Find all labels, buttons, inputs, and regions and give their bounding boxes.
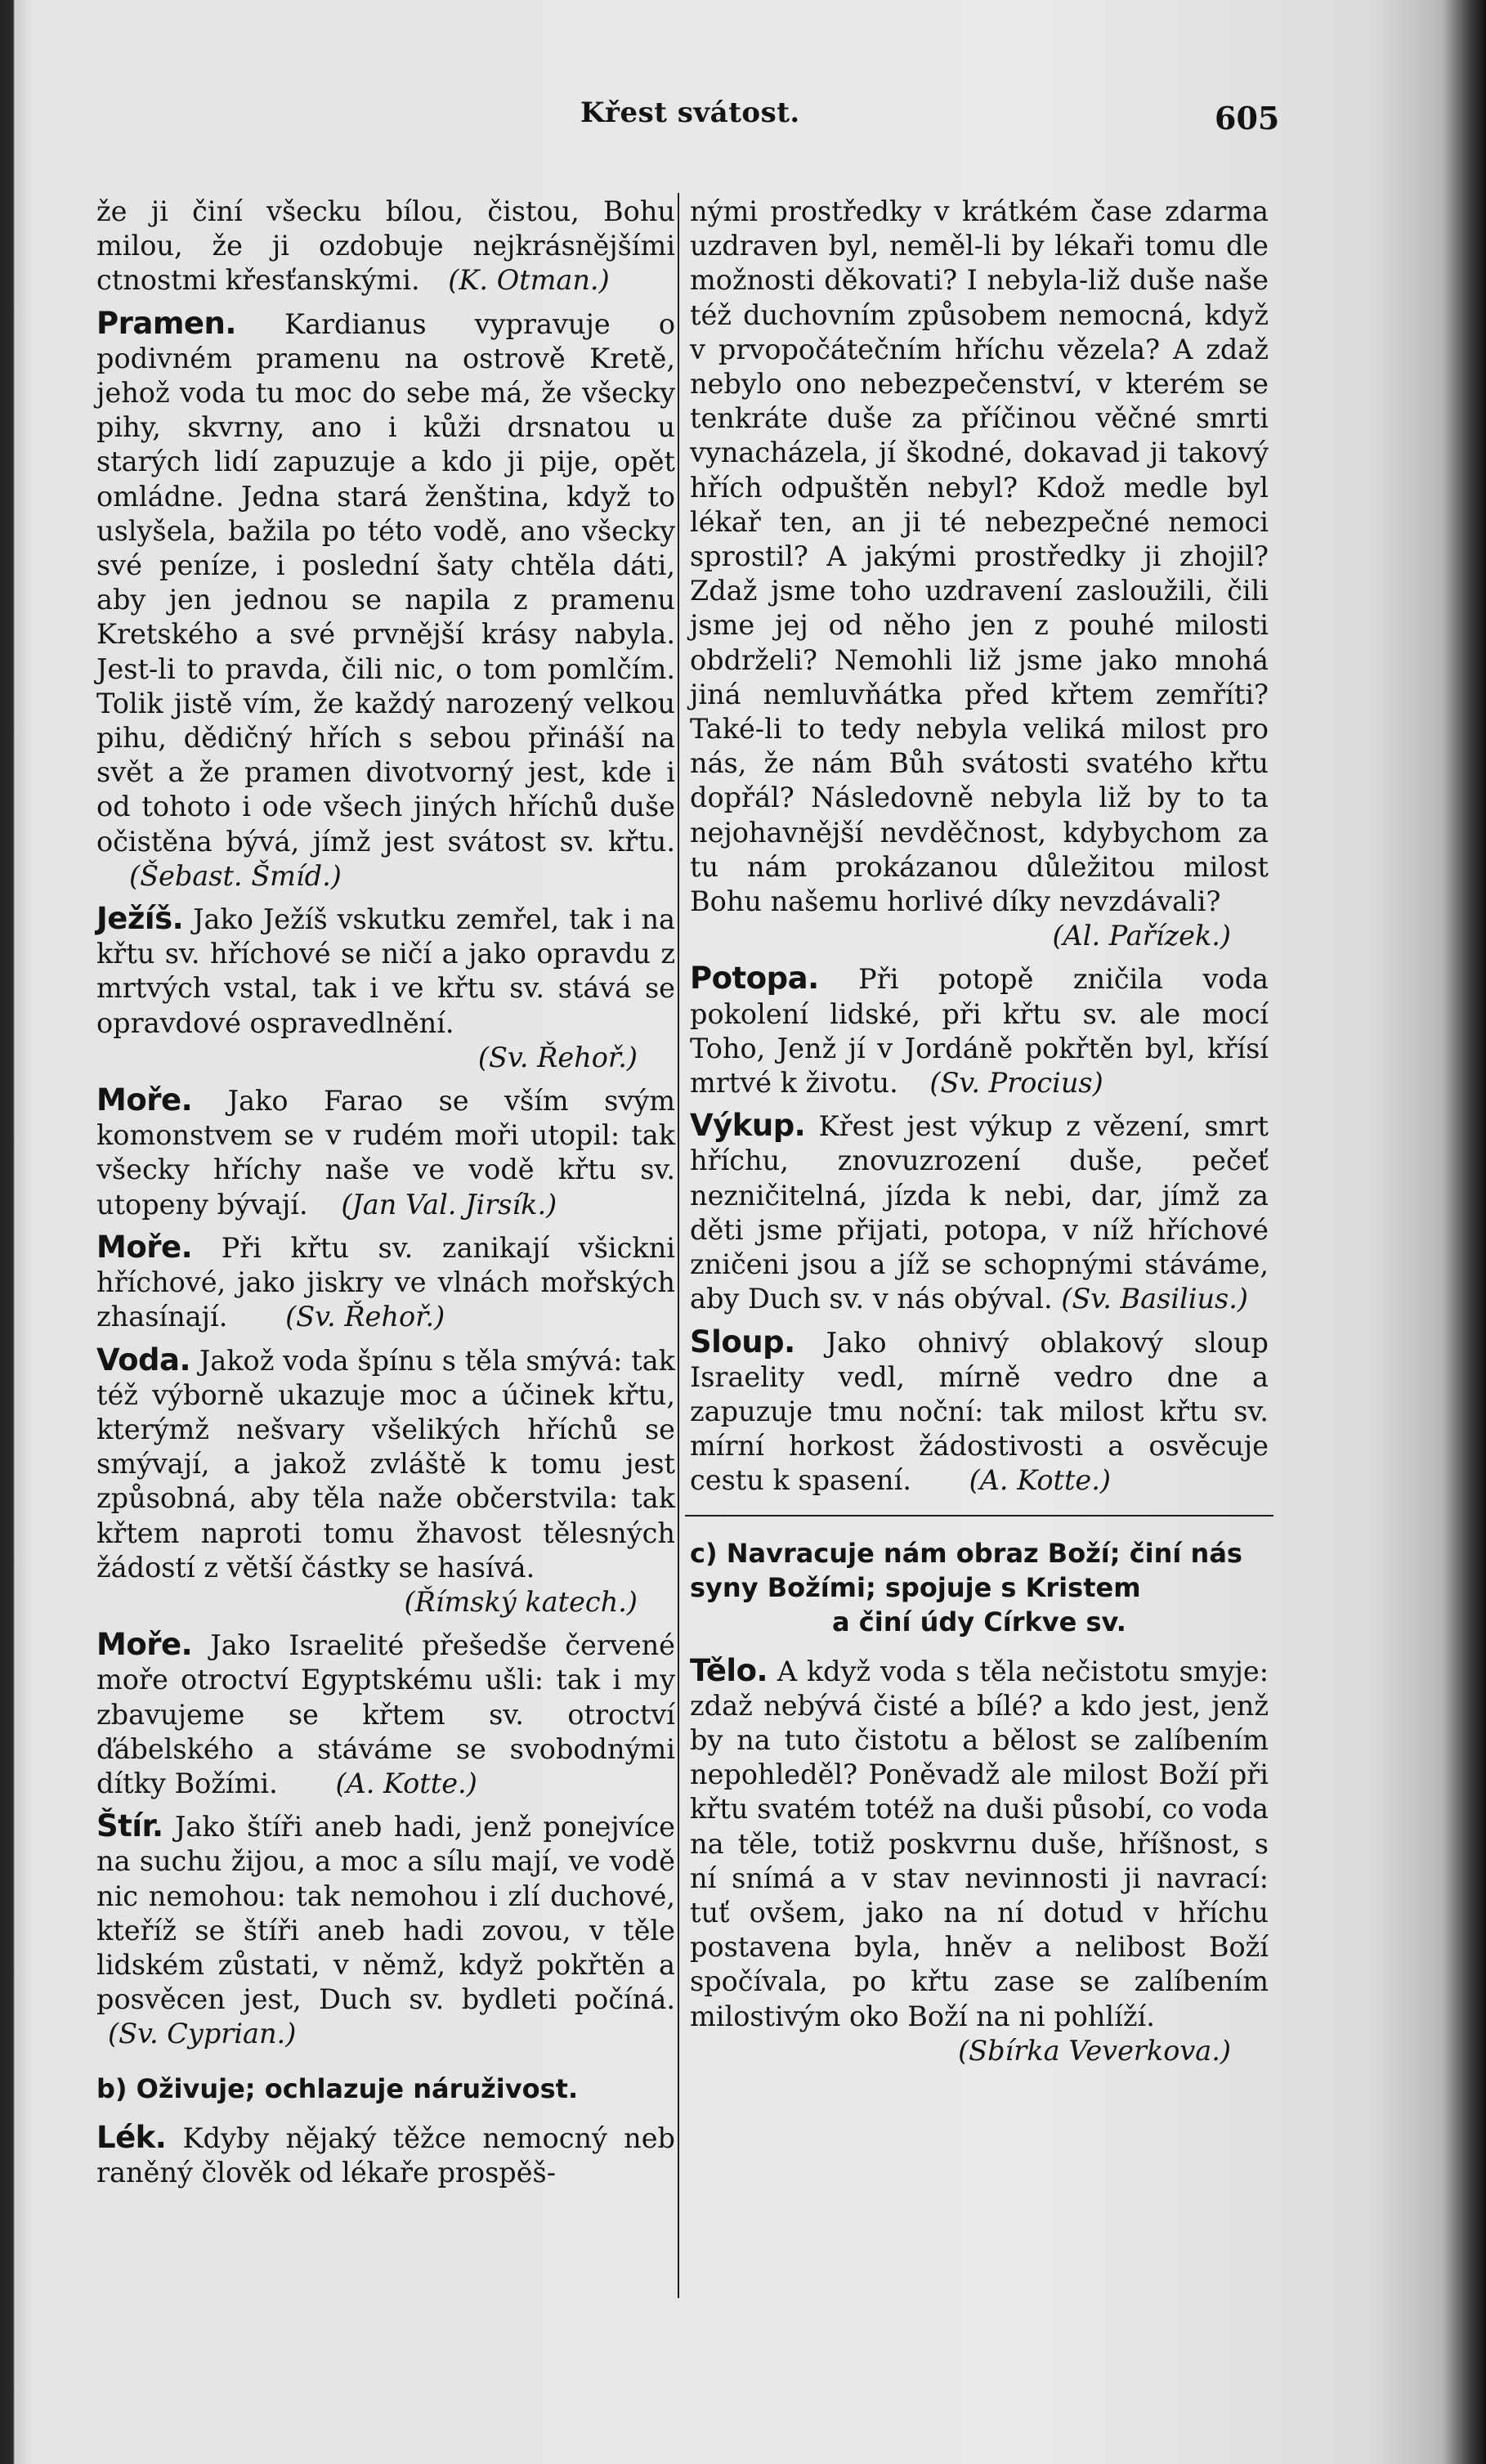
page-number: 605: [1215, 100, 1280, 137]
entry-text: Jakož voda špínu s těla smývá: tak též výborně ukazuje moc a účinek křtu, kterýmž nešvary všelikých hříchů se smývají, a jakož zvláště k tomu jest způsobná, aby těla naže občerstvila: tak křtem naproti tomu žhavost tělesných žádostí z větší částky se hasívá.: [96, 1344, 675, 1584]
entry-text: Kdyby nějaký těžce nemocný neb raněný člověk od lékaře prospěš-: [96, 2121, 675, 2188]
entry-keyword: Tělo.: [690, 1652, 768, 1688]
right-column: [690, 195, 1269, 2076]
entry-more-2: [96, 1230, 675, 1335]
entry-keyword: Ježíš.: [96, 901, 184, 937]
entry-vykup: [690, 1109, 1269, 1316]
entry-voda: [96, 1343, 675, 1620]
entry-lek: [96, 2121, 675, 2190]
entry-keyword: Štír.: [96, 1808, 163, 1844]
entry-jezis: [96, 902, 675, 1075]
entry-text: Kardianus vypravuje o podivném pramenu na ostrově Kretě, jehož voda tu moc do sebe má, že všecky pihy, skvrny, ano i kůži drsnatou u starých lidí zapuzuje a kdo ji pije, opět omládne. Jedna stará ženština, když to uslyšela, bažila po této vodě, ano všecky své peníze, i poslední šaty chtěla dáti, aby jen jednou se napila z pramenu Kretského a své prvnější krásy nabyla. Jest-li to pravda, čili nic, o tom pomlčím. Tolik jistě vím, že každý narozený velkou pihu, dědičný hřích s sebou přináší na svět a že pramen divotvorný jest, kde i od tohoto i ode všech jiných hříchů duše očistěna bývá, jímž jest svátost sv. křtu.: [96, 307, 675, 858]
section-heading-b: b) Oživuje; ochlazuje náruživost.: [96, 2072, 579, 2104]
entry-citation: (Al. Pařízek.): [1052, 920, 1231, 952]
intro-text: že ji činí všecku bílou, čistou, Bohu milou, že ji ozdobuje nejkrásnějšími ctnostmi křesťanskými.: [96, 195, 675, 297]
entry-citation: (Sv. Cyprian.): [108, 2018, 297, 2050]
section-rule: [685, 1515, 1273, 1516]
entry-telo: [690, 1654, 1269, 2068]
entry-text: Jako štíři aneb hadi, jenž ponejvíce na suchu žijou, a moc a sílu mají, ve vodě nic nemohou: tak nemohou i zlí duchové, kteříž se štíři aneb hadi zovou, v těle lidském zůstati, v němž, když pokřtěn a posvěcen jest, Duch sv. bydleti počíná.: [96, 1811, 675, 2016]
entry-text: Jako Farao se vším svým komonstvem se v rudém moři utopil: tak všecky hříchy naše ve vodě křtu sv. utopeny bývají.: [96, 1085, 675, 1221]
entry-more-1: [96, 1083, 675, 1222]
entry-citation: (A. Kotte.): [969, 1464, 1111, 1497]
entry-keyword: Voda.: [96, 1342, 191, 1378]
entry-citation: (Sv. Řehoř.): [477, 1041, 638, 1073]
entry-lek-continued: [690, 195, 1269, 953]
section-heading-c: [690, 1536, 1269, 1639]
entry-text: Při potopě zničila voda pokolení lidské, při křtu sv. ale mocí Toho, Jenž jí v Jordáně pokřtěn byl, křísí mrtvé k životu.: [690, 963, 1269, 1100]
entry-text: Křest jest výkup z vězení, smrt hříchu, znovuzrození duše, pečeť nezničitelná, jízda k nebi, dar, jímž za děti jsme přijati, potopa, v níž hříchové zničeni jsou a jíž se schopnými stáváme, aby Duch sv. v nás obýval.: [690, 1110, 1269, 1315]
entry-citation: (Sv. Procius): [929, 1067, 1103, 1100]
entry-keyword: Lék.: [96, 2119, 167, 2155]
running-head: Křest svátost.: [580, 96, 800, 129]
entry-keyword: Moře.: [96, 1082, 193, 1118]
entry-keyword: Výkup.: [690, 1108, 806, 1144]
left-column: [96, 195, 675, 2198]
entry-text: Při křtu sv. zanikají všickni hříchové, jako jiskry ve vlnách mořských zhasínají.: [96, 1231, 675, 1333]
entry-text: Jako Ježíš vskutku zemřel, tak i na křtu sv. hříchové se ničí a jako opravdu z mrtvých vstal, tak i ve křtu sv. stává se opravdové ospravedlnění.: [96, 903, 676, 1039]
entry-citation: (Jan Val. Jirsík.): [341, 1188, 557, 1221]
entry-text: Jako Israelité přešedše červené moře otroctví Egyptskému ušli: tak i my zbavujeme se křtem sv. otroctví ďábelského a stáváme se svobodnými dítky Božími.: [96, 1629, 675, 1799]
entry-text: Jako ohnivý oblakový sloup Israelity vedl, mírně vedro dne a zapuzuje tmu noční: tak milost křtu sv. mírní horkost žádostivosti a osvěcuje cestu k spasení.: [690, 1326, 1269, 1497]
intro-paragraph: [96, 195, 675, 298]
entry-citation: (Šebast. Šmíd.): [129, 859, 342, 892]
entry-pramen: [96, 307, 675, 894]
entry-keyword: Pramen.: [96, 305, 236, 341]
entry-more-3: [96, 1628, 675, 1801]
section-heading-c-line2: a činí údy Církve sv.: [832, 1606, 1126, 1637]
entry-keyword: Sloup.: [690, 1324, 795, 1360]
entry-stir: [96, 1809, 675, 2051]
entry-keyword: Potopa.: [690, 961, 819, 997]
entry-citation: (Sv. Řehoř.): [285, 1301, 445, 1333]
entry-citation: (A. Kotte.): [335, 1767, 477, 1799]
column-divider: [678, 193, 679, 2298]
entry-citation: (Sbírka Veverkova.): [958, 2034, 1231, 2067]
entry-text: A když voda s těla nečistotu smyje: zdaž nebývá čisté a bílé? a kdo jest, jenž by na tuto čistotu a bělost se zalíbením nepohleděl? Poněvadž ale milost Boží při křtu svatém totéž na duši působí, co voda na těle, totiž poskvrnu duše, hříšnost, s ní snímá a v stav nevinnosti ji navrací: tuť ovšem, jako na ní dotud v hříchu postavena byla, hněv a nelibost Boží spočívala, po křtu zase se zalíbením milostivým oko Boží na ni pohlíží.: [690, 1655, 1269, 2032]
section-heading-c-line1: c) Navracuje nám obraz Boží; činí nás syny Božími; spojuje s Kristem: [690, 1537, 1242, 1603]
entry-text: nými prostředky v krátkém čase zdarma uzdraven byl, neměl-li by lékaři tomu dle možnosti děkovati? I nebyla-liž duše naše též duchovním způsobem nemocná, když v prvopočátečním hříchu vězela? A zdaž nebylo ono nebezpečenství, v kterém se tenkráte duše za příčinou věčné smrti vynacházela, jí škodné, dokavad ji takový hřích odpuštěn nebyl? Kdož medle byl lékař ten, an ji té nebezpečné nemoci sprostil? A jakými prostředky ji zhojil? Zdaž jsme toho uzdravení zasloužili, čili jsme jej od něho jen z pouhé milosti obdrželi? Nemohli liž jsme jako mnohá jiná nemluvňátka před křtem zemříti? Také-li to tedy nebyla veliká milost pro nás, že nám Bůh svátosti svatého křtu dopřál? Následovně nebyla liž by to ta nejohavnější nevděčnost, kdybychom za tu nám prokázanou důležitou milost Bohu našemu horlivé díky nevzdávali?: [690, 195, 1269, 918]
entry-citation: (Římský katech.): [404, 1585, 638, 1618]
entry-citation: (Sv. Basilius.): [1061, 1283, 1248, 1315]
entry-keyword: Moře.: [96, 1229, 193, 1265]
entry-sloup: [690, 1325, 1269, 1499]
entry-keyword: Moře.: [96, 1627, 193, 1663]
intro-citation: (K. Otman.): [448, 264, 610, 297]
entry-potopa: [690, 961, 1269, 1100]
